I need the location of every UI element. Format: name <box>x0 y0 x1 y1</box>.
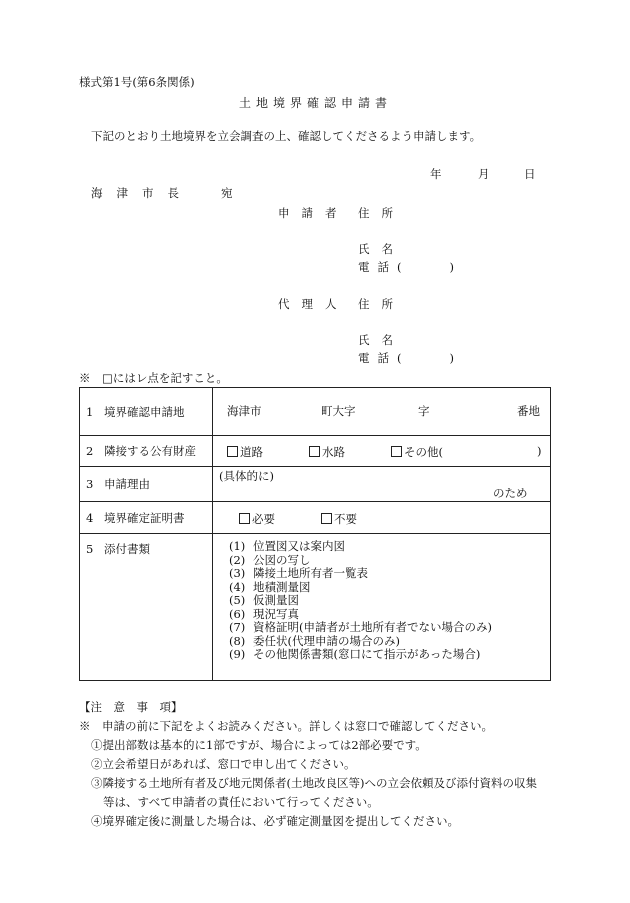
form-number: 様式第1号(第6条関係) <box>79 75 195 89</box>
row4-label: 境界確定証明書 <box>104 510 185 525</box>
checkbox-note: ※ □にはレ点を記すこと。 <box>79 371 228 385</box>
row4-label-cell <box>80 502 213 534</box>
attachment-number: (3) <box>229 566 246 580</box>
option-required-label: 必要 <box>252 512 275 526</box>
row2-label: 隣接する公有財産 <box>104 444 196 458</box>
table-row <box>80 534 551 681</box>
date-year: 年 <box>430 167 442 181</box>
option-waterway-label: 水路 <box>322 445 345 459</box>
option-not-required[interactable] <box>321 513 357 526</box>
location-banchi: 番地 <box>517 404 540 418</box>
option-required[interactable] <box>239 513 275 526</box>
attachment-text: 委任状(代理申請の場合のみ) <box>253 633 400 648</box>
checkbox-icon[interactable] <box>239 513 250 524</box>
applicant-address-label: 住所 <box>358 206 405 220</box>
row1-num: 1 <box>86 404 94 419</box>
note-2: ②立会希望日があれば、窓口で申し出てください。 <box>91 757 356 771</box>
applicant-phone-close: ) <box>449 260 454 274</box>
row3-label: 申請理由 <box>104 477 150 491</box>
option-road-label: 道路 <box>240 445 263 459</box>
option-other-close: ) <box>537 444 542 458</box>
attachments-cell <box>213 534 551 681</box>
attachment-text: 位置図又は案内図 <box>253 539 345 553</box>
applicant-role: 申請者 <box>278 206 349 220</box>
row2-label-cell <box>80 436 213 467</box>
list-item <box>229 581 550 595</box>
reason-hint: (具体的に) <box>219 469 274 483</box>
applicant-phone-label: 電話( <box>358 260 410 274</box>
row5-label-cell <box>80 534 213 681</box>
option-not-required-label: 不要 <box>334 512 357 526</box>
reason-suffix: のため <box>493 486 528 500</box>
addressee-name: 海津市長 <box>91 186 193 200</box>
agent-phone-label: 電話( <box>358 351 410 365</box>
list-item <box>229 554 550 568</box>
attachment-number: (6) <box>229 606 246 621</box>
applicant-name-label: 氏名 <box>358 242 405 256</box>
attachments-list <box>213 534 550 662</box>
attachment-number: (2) <box>229 552 246 567</box>
attachment-number: (4) <box>229 579 246 594</box>
agent-phone-close: ) <box>449 351 454 365</box>
row5-num: 5 <box>86 542 94 556</box>
note-4: ④境界確定後に測量した場合は、必ず確定測量図を提出してください。 <box>91 814 459 828</box>
date-day: 日 <box>524 167 536 181</box>
table-row <box>80 388 551 436</box>
agent-phone-field <box>358 353 454 365</box>
location-city: 海津市 <box>227 404 262 418</box>
attachment-number: (7) <box>229 620 246 634</box>
table-row <box>80 502 551 534</box>
attachment-number: (8) <box>229 633 246 648</box>
certificate-cell <box>213 502 551 534</box>
note-3a: ③隣接する土地所有者及び地元関係者(土地改良区等)への立会依頼及び添付資料の収集 <box>91 776 537 790</box>
list-item <box>229 540 550 554</box>
checkbox-icon[interactable] <box>391 446 402 457</box>
checkbox-icon[interactable] <box>309 446 320 457</box>
checkbox-icon[interactable] <box>321 513 332 524</box>
date-month: 月 <box>478 167 490 181</box>
notes-heading: 【注 意 事 項】 <box>79 700 183 714</box>
list-item <box>229 648 550 662</box>
attachment-number: (9) <box>229 647 246 661</box>
location-town: 町大字 <box>321 404 356 418</box>
location-cell[interactable] <box>213 388 551 436</box>
notes-lead: ※ 申請の前に下記をよくお読みください。詳しくは窓口で確認してください。 <box>79 719 493 733</box>
agent-address-label: 住所 <box>358 297 405 311</box>
attachment-text: その他関係書類(窓口にて指示があった場合) <box>253 647 481 661</box>
attachment-text: 資格証明(申請者が土地所有者でない場合のみ) <box>253 620 492 634</box>
row4-num: 4 <box>86 510 94 525</box>
attachment-text: 仮測量図 <box>253 593 299 607</box>
row3-label-cell <box>80 467 213 502</box>
table-row <box>80 436 551 467</box>
intro-text: 下記のとおり土地境界を立会調査の上、確認してくださるよう申請します。 <box>91 129 482 143</box>
row3-num: 3 <box>86 477 94 491</box>
note-3b: 等は、すべて申請者の責任において行ってください。 <box>103 795 379 809</box>
option-other[interactable] <box>391 446 443 459</box>
reason-cell[interactable] <box>213 467 551 502</box>
attachment-text: 公図の写し <box>253 552 311 567</box>
row1-label-cell <box>80 388 213 436</box>
public-property-cell <box>213 436 551 467</box>
document-title: 土地境界確認申請書 <box>239 96 393 110</box>
location-aza: 字 <box>418 404 430 418</box>
checkbox-icon[interactable] <box>227 446 238 457</box>
application-table <box>79 387 551 681</box>
row1-label: 境界確認申請地 <box>104 404 185 419</box>
attachment-number: (5) <box>229 593 246 607</box>
row2-num: 2 <box>86 444 94 458</box>
attachment-text: 地積測量図 <box>253 579 311 594</box>
note-1: ①提出部数は基本的に1部ですが、場合によっては2部必要です。 <box>91 738 427 752</box>
attachment-number: (1) <box>229 539 246 553</box>
attachment-text: 隣接土地所有者一覧表 <box>253 566 368 580</box>
addressee-suffix: 宛 <box>221 186 233 200</box>
list-item <box>229 594 550 608</box>
row5-label: 添付書類 <box>104 542 150 556</box>
table-row <box>80 467 551 502</box>
list-item <box>229 621 550 635</box>
option-waterway[interactable] <box>309 446 345 459</box>
list-item <box>229 567 550 581</box>
list-item <box>229 608 550 622</box>
agent-name-label: 氏名 <box>358 333 405 347</box>
option-other-label: その他( <box>404 445 443 459</box>
attachment-text: 現況写真 <box>253 606 299 621</box>
list-item <box>229 635 550 649</box>
applicant-phone-field <box>358 262 454 274</box>
option-road[interactable] <box>227 446 263 459</box>
agent-role: 代理人 <box>278 297 349 311</box>
